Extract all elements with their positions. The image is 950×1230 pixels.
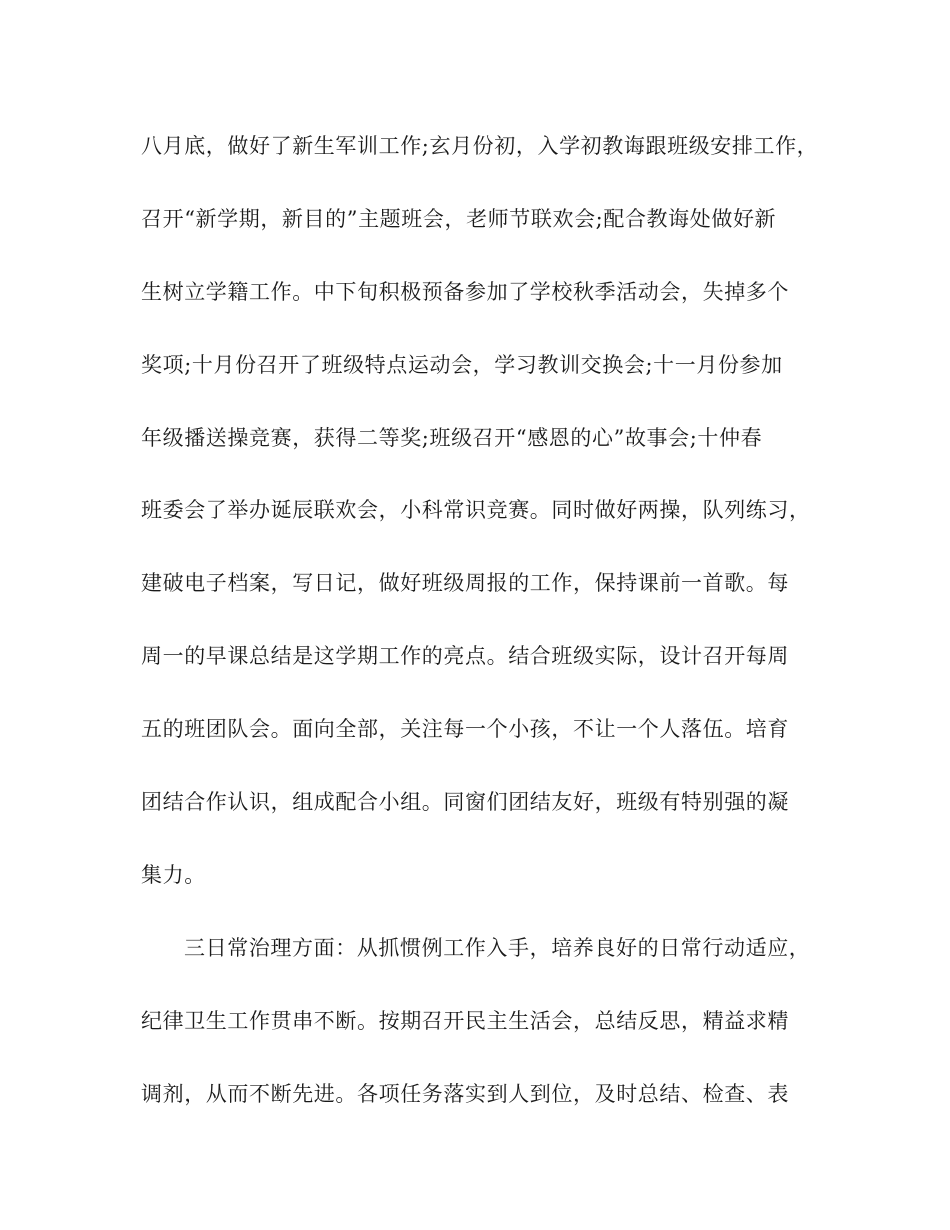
text-line: 班委会了举办诞辰联欢会，小科常识竞赛。同时做好两操，队列练习，	[141, 498, 811, 523]
text-line: 建破电子档案，写日记，做好班级周报的工作，保持课前一首歌。每	[141, 571, 789, 596]
text-line: 周一的早课总结是这学期工作的亮点。结合班级实际，设计召开每周	[141, 644, 789, 669]
text-line: 奖项;十月份召开了班级特点运动会，学习教训交换会;十一月份参加	[141, 352, 783, 377]
text-line: 召开“新学期，新目的”主题班会，老师节联欢会;配合教诲处做好新	[141, 206, 777, 231]
paragraph-start-line: 三日常治理方面：从抓惯例工作入手，培养良好的日常行动适应，	[184, 935, 811, 960]
text-line: 生树立学籍工作。中下旬积极预备参加了学校秋季活动会，失掉多个	[141, 279, 789, 304]
text-line: 五的班团队会。面向全部，关注每一个小孩，不让一个人落伍。培育	[141, 717, 789, 742]
text-line: 纪律卫生工作贯串不断。按期召开民主生活会，总结反思，精益求精	[141, 1008, 789, 1033]
text-line: 年级播送操竞赛，获得二等奖;班级召开“感恩的心”故事会;十仲春	[141, 425, 763, 450]
text-line: 团结合作认识，组成配合小组。同窗们团结友好，班级有特别强的凝	[141, 790, 789, 815]
text-line: 调剂，从而不断先进。各项任务落实到人到位，及时总结、检查、表	[141, 1081, 789, 1106]
text-line: 集力。	[141, 862, 206, 887]
body-text	[141, 126, 819, 1146]
text-line: 八月底，做好了新生军训工作;玄月份初，入学初教诲跟班级安排工作，	[141, 134, 819, 158]
